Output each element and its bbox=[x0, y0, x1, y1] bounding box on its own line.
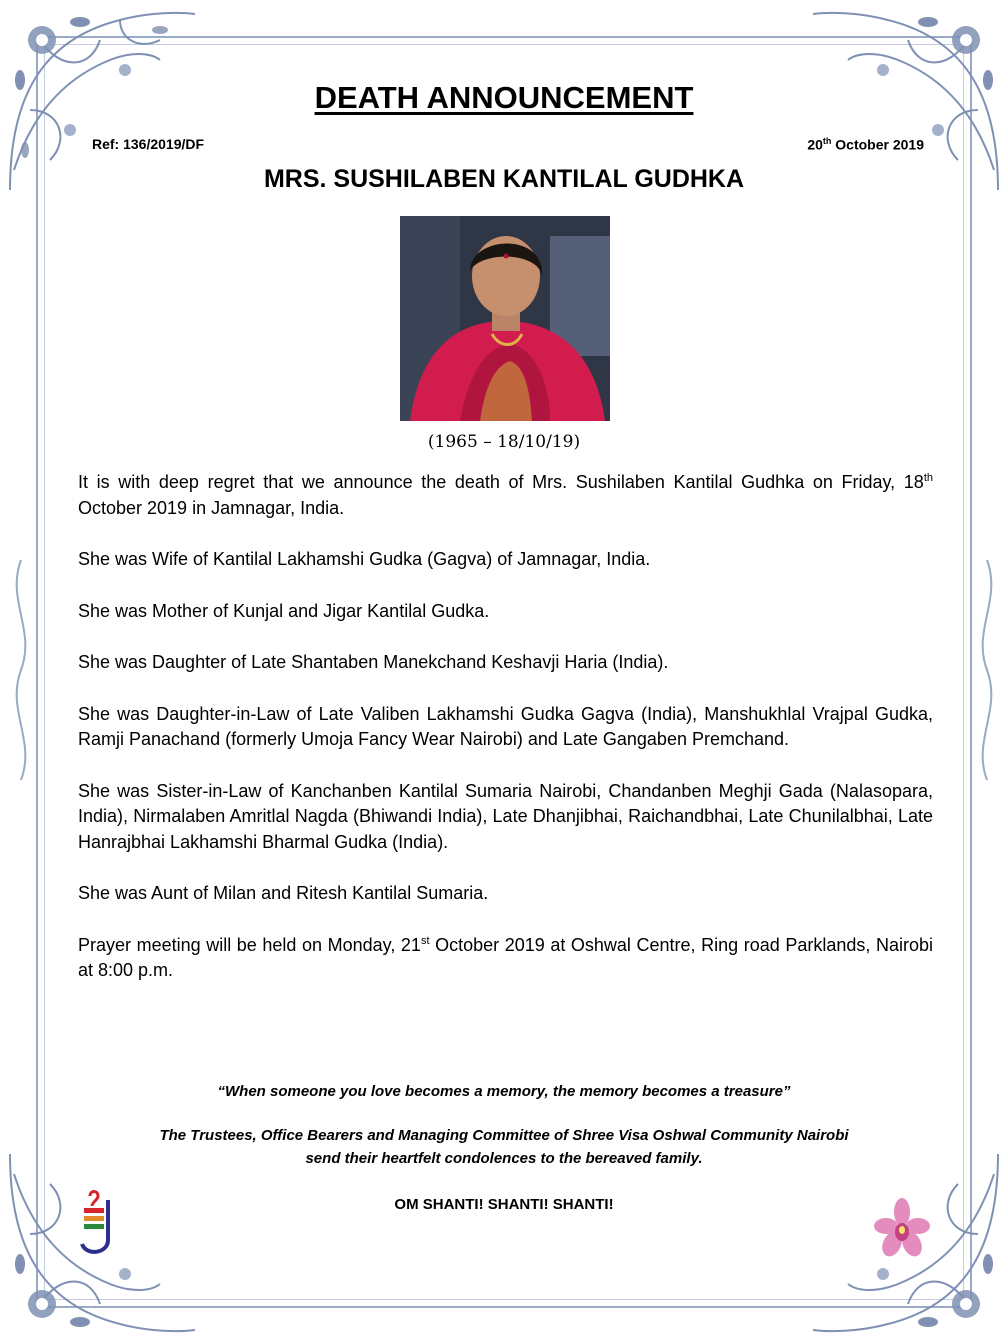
closing-prayer: OM SHANTI! SHANTI! SHANTI! bbox=[394, 1196, 614, 1213]
paragraph-mother: She was Mother of Kunjal and Jigar Kantilal Gudka. bbox=[78, 600, 490, 621]
memorial-quote: “When someone you love becomes a memory, the memory becomes a treasure” bbox=[217, 1083, 791, 1100]
paragraph-death-notice: It is with deep regret that we announce the death of Mrs. Sushilaben Kantilal Gudhka on Friday, 18th October 2019 in Jamnagar, India. bbox=[78, 472, 933, 518]
paragraph-aunt: She was Aunt of Milan and Ritesh Kantilal Sumaria. bbox=[78, 883, 489, 903]
deceased-name: MRS. SUSHILABEN KANTILAL GUDHKA bbox=[263, 165, 745, 193]
portrait-photo bbox=[400, 216, 610, 421]
side-ornament-left-icon bbox=[6, 560, 36, 780]
paragraph-sister-in-law: She was Sister-in-Law of Kanchanben Kantilal Sumaria Nairobi, Chandanben Meghji Gada (Nalasopara, India), Nirmalaben Amritlal Nagda (Bhiwandi India), Late Dhanjibhai, Raichandbhai, Late Chunilalbhai, Late Hanrajbhai Lakhamshi Bharmal Gudka (India). bbox=[78, 780, 933, 852]
condolence-line-1: The Trustees, Office Bearers and Managing Committee of Shree Visa Oshwal Community Nairobi bbox=[159, 1127, 849, 1144]
page-title: DEATH ANNOUNCEMENT bbox=[314, 80, 694, 115]
announcement-date: 20th October 2019 bbox=[807, 136, 924, 153]
announcement-body bbox=[78, 470, 933, 1010]
orchid-flower-icon bbox=[874, 1198, 930, 1264]
reference-number: Ref: 136/2019/DF bbox=[92, 136, 205, 152]
condolence-line-2: send their heartfelt condolences to the bereaved family. bbox=[305, 1150, 703, 1167]
paragraph-prayer-meeting: Prayer meeting will be held on Monday, 21st October 2019 at Oshwal Centre, Ring road Parklands, Nairobi at 8:00 p.m. bbox=[78, 934, 933, 980]
paragraph-daughter: She was Daughter of Late Shantaben Manekchand Keshavji Haria (India). bbox=[78, 652, 669, 672]
side-ornament-right-icon bbox=[972, 560, 1002, 780]
condolence-message bbox=[0, 1124, 1008, 1170]
life-years: (1965 – 18/10/19) bbox=[427, 432, 581, 452]
community-logo-icon bbox=[78, 1190, 118, 1258]
paragraph-daughter-in-law: She was Daughter-in-Law of Late Valiben Lakhamshi Gudka Gagva (India), Manshukhlal Vrajpal Gudka, Ramji Panachand (formerly Umoja Fancy Wear Nairobi) and Late Gangaben Premchand. bbox=[78, 703, 933, 749]
paragraph-wife: She was Wife of Kantilal Lakhamshi Gudka (Gagva) of Jamnagar, India. bbox=[78, 549, 651, 569]
